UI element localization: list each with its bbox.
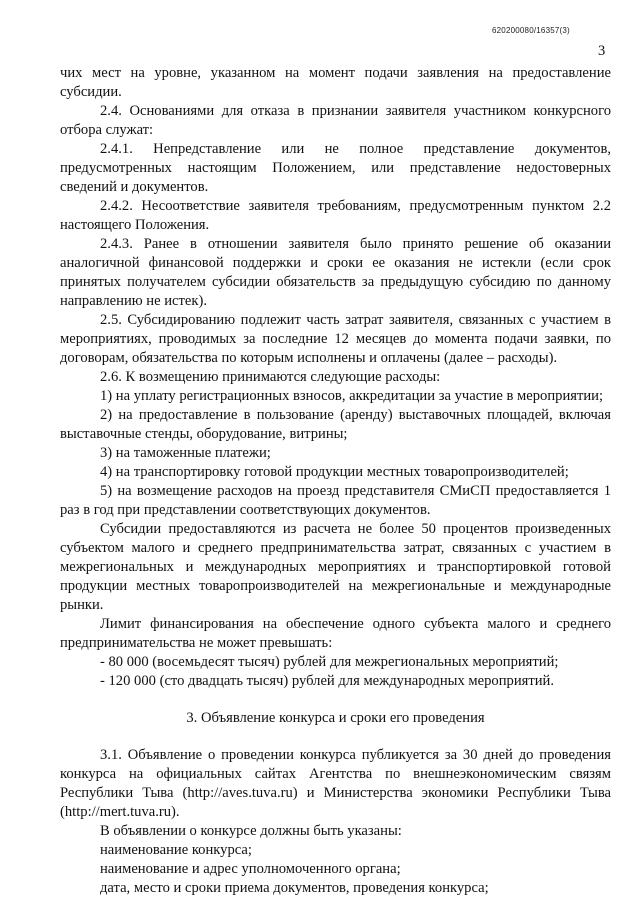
paragraph: чих мест на уровне, указанном на момент подачи заявления на предоставление субсидии. (60, 65, 611, 100)
paragraph: Субсидии предоставляются из расчета не более 50 процентов произведенных субъектом малого и среднего предпринимательства затрат, связанных с участием в межрегиональных и международных мероприятиях и транспортировкой готовой продукции местных товаропроизводителей на межрегиональные и международные рынки. (60, 521, 611, 613)
list-item: дата, место и сроки приема документов, проведения конкурса; (100, 880, 489, 896)
list-item: 1) на уплату регистрационных взносов, аккредитации за участие в мероприятии; (100, 388, 604, 404)
paragraph: 3.1. Объявление о проведении конкурса публикуется за 30 дней до проведения конкурса на официальных сайтах Агентства по внешнеэкономическим связям Республики Тыва (http://aves.tuva.ru) и Министерства экономики Республики Тыва (http://mert.tuva.ru). (60, 747, 611, 820)
paragraph: В объявлении о конкурсе должны быть указаны: (100, 823, 402, 839)
list-item: 3) на таможенные платежи; (100, 445, 271, 461)
document-number: 620200080/16357(3) (492, 26, 570, 35)
list-item: - 80 000 (восемьдесят тысяч) рублей для межрегиональных мероприятий; (100, 654, 559, 670)
list-item: - 120 000 (сто двадцать тысяч) рублей для международных мероприятий. (100, 673, 554, 689)
list-item: 5) на возмещение расходов на проезд представителя СМиСП предоставляется 1 раз в год при представлении соответствующих документов. (60, 483, 611, 518)
paragraph: 2.6. К возмещению принимаются следующие расходы: (100, 369, 441, 385)
paragraph: 2.4. Основаниями для отказа в признании заявителя участником конкурсного отбора служат: (60, 103, 611, 138)
paragraph: 2.4.2. Несоответствие заявителя требованиям, предусмотренным пунктом 2.2 настоящего Положения. (60, 198, 611, 233)
section-heading: 3. Объявление конкурса и сроки его проведения (186, 710, 485, 726)
document-body (60, 64, 611, 898)
paragraph: 2.5. Субсидированию подлежит часть затрат заявителя, связанных с участием в мероприятиях, проводимых за последние 12 месяцев до момента подачи заявки, по договорам, обязательства по которым исполнены и оплачены (далее – расходы). (60, 312, 611, 366)
list-item: наименование конкурса; (100, 842, 252, 858)
paragraph: 2.4.3. Ранее в отношении заявителя было принято решение об оказании аналогичной финансовой поддержки и сроки ее оказания не истекли (если срок принятых получателем субсидии обязательств за предыдущую субсидию по данному направлению не истек). (60, 236, 611, 309)
list-item: 4) на транспортировку готовой продукции местных товаропроизводителей; (100, 464, 569, 480)
list-item: наименование и адрес уполномоченного органа; (100, 861, 401, 877)
paragraph: 2.4.1. Непредставление или не полное представление документов, предусмотренных настоящим Положением, или представление недостоверных сведений и документов. (60, 141, 611, 195)
page-number: 3 (598, 43, 606, 59)
list-item: 2) на предоставление в пользование (аренду) выставочных площадей, включая выставочные стенды, оборудование, витрины; (60, 407, 611, 442)
paragraph: Лимит финансирования на обеспечение одного субъекта малого и среднего предпринимательства не может превышать: (60, 616, 611, 651)
